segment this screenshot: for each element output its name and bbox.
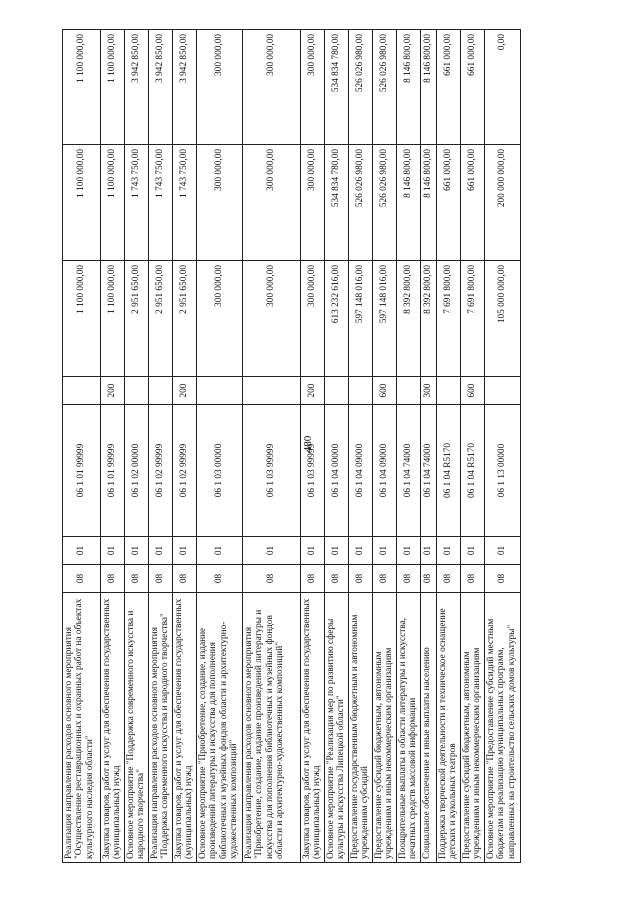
- row-name-cell: Основное мероприятие "Реализация мер по развитию сферы культуры и искусства Липецкой области": [325, 593, 349, 863]
- amount-year-2-cell: 300 000,00: [301, 145, 325, 261]
- amount-year-2-cell: 1 743 750,00: [125, 145, 149, 261]
- expense-type-cell: 600: [461, 377, 485, 405]
- razdel-cell: 08: [173, 565, 197, 593]
- row-name-cell: Поддержка творческой деятельности и техническое оснащение детских и кукольных театров: [437, 593, 461, 863]
- table-row: [63, 30, 101, 863]
- razdel-cell: 08: [421, 565, 437, 593]
- razdel-cell: 08: [63, 565, 101, 593]
- row-name-cell: Предоставление государственным бюджетным и автономным учреждениям субсидий: [349, 593, 373, 863]
- amount-year-2-cell: 1 100 000,00: [101, 145, 125, 261]
- expense-type-cell: [197, 377, 243, 405]
- razdel-cell: 08: [373, 565, 397, 593]
- row-name-cell: Закупка товаров, работ и услуг для обеспечения государственных (муниципальных) нужд: [301, 593, 325, 863]
- podrazdel-cell: 01: [63, 537, 101, 565]
- amount-year-3-cell: 8 146 800,00: [397, 30, 421, 145]
- table-row: [301, 30, 325, 863]
- amount-year-3-cell: 300 000,00: [301, 30, 325, 145]
- target-article-cell: 06 1 01 99999: [101, 405, 125, 537]
- podrazdel-cell: 01: [421, 537, 437, 565]
- row-name-cell: Основное мероприятие "Приобретение, создание, издание произведений литературы и искусства для пополнения библиотечных и музейных фондов области и архитектурно-художественных композиций": [197, 593, 243, 863]
- podrazdel-cell: 01: [325, 537, 349, 565]
- target-article-cell: 06 1 01 99999: [63, 405, 101, 537]
- amount-year-3-cell: 1 100 000,00: [63, 30, 101, 145]
- podrazdel-cell: 01: [101, 537, 125, 565]
- amount-year-2-cell: 200 000 000,00: [485, 145, 521, 261]
- target-article-cell: 06 1 13 00000: [485, 405, 521, 537]
- amount-year-1-cell: 1 100 000,00: [63, 261, 101, 377]
- podrazdel-cell: 01: [149, 537, 173, 565]
- amount-year-2-cell: 300 000,00: [243, 145, 301, 261]
- razdel-cell: 08: [349, 565, 373, 593]
- amount-year-3-cell: 300 000,00: [243, 30, 301, 145]
- amount-year-1-cell: 1 100 000,00: [101, 261, 125, 377]
- expense-type-cell: [349, 377, 373, 405]
- razdel-cell: 08: [197, 565, 243, 593]
- razdel-cell: 08: [101, 565, 125, 593]
- row-name-cell: Социальное обеспечение и иные выплаты населению: [421, 593, 437, 863]
- razdel-cell: 08: [243, 565, 301, 593]
- amount-year-2-cell: 661 000,00: [461, 145, 485, 261]
- amount-year-1-cell: 300 000,00: [197, 261, 243, 377]
- expense-type-cell: 200: [101, 377, 125, 405]
- podrazdel-cell: 01: [373, 537, 397, 565]
- amount-year-1-cell: 8 392 800,00: [421, 261, 437, 377]
- amount-year-1-cell: 8 392 800,00: [397, 261, 421, 377]
- amount-year-1-cell: 2 951 650,00: [149, 261, 173, 377]
- amount-year-1-cell: 2 951 650,00: [173, 261, 197, 377]
- razdel-cell: 08: [301, 565, 325, 593]
- target-article-cell: 06 1 02 00000: [125, 405, 149, 537]
- target-article-cell: 06 1 04 R5170: [461, 405, 485, 537]
- table-row: [397, 30, 421, 863]
- expense-type-cell: [485, 377, 521, 405]
- razdel-cell: 08: [437, 565, 461, 593]
- amount-year-3-cell: 300 000,00: [197, 30, 243, 145]
- target-article-cell: 06 1 04 00000: [325, 405, 349, 537]
- table-row: [243, 30, 301, 863]
- amount-year-3-cell: 526 026 980,00: [373, 30, 397, 145]
- amount-year-2-cell: 1 743 750,00: [173, 145, 197, 261]
- amount-year-1-cell: 300 000,00: [301, 261, 325, 377]
- amount-year-3-cell: 661 000,00: [461, 30, 485, 145]
- expense-type-cell: 600: [373, 377, 397, 405]
- razdel-cell: 08: [325, 565, 349, 593]
- podrazdel-cell: 01: [243, 537, 301, 565]
- amount-year-3-cell: 661 000,00: [437, 30, 461, 145]
- table-row: [197, 30, 243, 863]
- table-body: [63, 30, 521, 863]
- table-row: [101, 30, 125, 863]
- razdel-cell: 08: [149, 565, 173, 593]
- amount-year-3-cell: 8 146 800,00: [421, 30, 437, 145]
- amount-year-1-cell: 597 148 016,00: [349, 261, 373, 377]
- row-name-cell: Реализация направления расходов основного мероприятия "Поддержка современного искусства и народного творчества": [149, 593, 173, 863]
- amount-year-3-cell: 3 942 850,00: [149, 30, 173, 145]
- table-row: [373, 30, 397, 863]
- row-name-cell: Закупка товаров, работ и услуг для обеспечения государственных (муниципальных) нужд: [101, 593, 125, 863]
- amount-year-2-cell: 8 146 800,00: [397, 145, 421, 261]
- amount-year-3-cell: 534 834 780,00: [325, 30, 349, 145]
- amount-year-3-cell: 0,00: [485, 30, 521, 145]
- razdel-cell: 08: [125, 565, 149, 593]
- expense-type-cell: 200: [173, 377, 197, 405]
- expense-type-cell: [243, 377, 301, 405]
- amount-year-1-cell: 7 691 800,00: [461, 261, 485, 377]
- amount-year-1-cell: 2 951 650,00: [125, 261, 149, 377]
- row-name-cell: Поощрительные выплаты в области литературы и искусства, печатных средств массовой информации: [397, 593, 421, 863]
- razdel-cell: 08: [485, 565, 521, 593]
- amount-year-2-cell: 526 026 980,00: [349, 145, 373, 261]
- budget-table: [62, 29, 521, 863]
- expense-type-cell: [125, 377, 149, 405]
- expense-type-cell: [63, 377, 101, 405]
- rotated-table-container: [62, 30, 575, 863]
- page-number: 480: [302, 435, 314, 453]
- row-name-cell: Основное мероприятие "Предоставление субсидий местным бюджетам на реализацию муниципальных программ, направленных на строительство сельских домов культуры": [485, 593, 521, 863]
- podrazdel-cell: 01: [197, 537, 243, 565]
- target-article-cell: 06 1 03 99999: [243, 405, 301, 537]
- expense-type-cell: [437, 377, 461, 405]
- target-article-cell: 06 1 02 99999: [173, 405, 197, 537]
- amount-year-3-cell: 1 100 000,00: [101, 30, 125, 145]
- table-row: [125, 30, 149, 863]
- podrazdel-cell: 01: [461, 537, 485, 565]
- table-row: [325, 30, 349, 863]
- podrazdel-cell: 01: [301, 537, 325, 565]
- target-article-cell: 06 1 03 99999: [301, 405, 325, 537]
- expense-type-cell: 300: [421, 377, 437, 405]
- amount-year-2-cell: 300 000,00: [197, 145, 243, 261]
- target-article-cell: 06 1 04 74000: [397, 405, 421, 537]
- podrazdel-cell: 01: [173, 537, 197, 565]
- podrazdel-cell: 01: [349, 537, 373, 565]
- target-article-cell: 06 1 04 09000: [349, 405, 373, 537]
- target-article-cell: 06 1 04 09000: [373, 405, 397, 537]
- podrazdel-cell: 01: [437, 537, 461, 565]
- podrazdel-cell: 01: [485, 537, 521, 565]
- expense-type-cell: 200: [301, 377, 325, 405]
- amount-year-1-cell: 597 148 016,00: [373, 261, 397, 377]
- table-row: [173, 30, 197, 863]
- table-row: [437, 30, 461, 863]
- table-row: [421, 30, 437, 863]
- table-row: [349, 30, 373, 863]
- amount-year-3-cell: 526 026 980,00: [349, 30, 373, 145]
- amount-year-3-cell: 3 942 850,00: [173, 30, 197, 145]
- podrazdel-cell: 01: [397, 537, 421, 565]
- amount-year-2-cell: 534 834 780,00: [325, 145, 349, 261]
- amount-year-1-cell: 300 000,00: [243, 261, 301, 377]
- target-article-cell: 06 1 02 99999: [149, 405, 173, 537]
- expense-type-cell: [397, 377, 421, 405]
- row-name-cell: Основное мероприятие "Поддержка современного искусства и народного творчества": [125, 593, 149, 863]
- amount-year-1-cell: 105 000 000,00: [485, 261, 521, 377]
- amount-year-1-cell: 613 232 616,00: [325, 261, 349, 377]
- amount-year-1-cell: 7 691 800,00: [437, 261, 461, 377]
- amount-year-2-cell: 661 000,00: [437, 145, 461, 261]
- table-row: [485, 30, 521, 863]
- row-name-cell: Реализация направления расходов основного мероприятия "Осуществление реставрационных и охранных работ на объектах культурного наследия области": [63, 593, 101, 863]
- amount-year-2-cell: 8 146 800,00: [421, 145, 437, 261]
- amount-year-3-cell: 3 942 850,00: [125, 30, 149, 145]
- row-name-cell: Реализация направления расходов основного мероприятия "Приобретение, создание, издание произведений литературы и искусства для пополнения библиотечных и музейных фондов области и архитектурно-художественных композиций": [243, 593, 301, 863]
- target-article-cell: 06 1 04 74000: [421, 405, 437, 537]
- amount-year-2-cell: 1 100 000,00: [63, 145, 101, 261]
- amount-year-2-cell: 1 743 750,00: [149, 145, 173, 261]
- row-name-cell: Предоставление субсидий бюджетным, автономным учреждениям и иным некоммерческим организациям: [461, 593, 485, 863]
- target-article-cell: 06 1 03 00000: [197, 405, 243, 537]
- amount-year-2-cell: 526 026 980,00: [373, 145, 397, 261]
- row-name-cell: Закупка товаров, работ и услуг для обеспечения государственных (муниципальных) нужд: [173, 593, 197, 863]
- razdel-cell: 08: [461, 565, 485, 593]
- table-row: [149, 30, 173, 863]
- razdel-cell: 08: [397, 565, 421, 593]
- podrazdel-cell: 01: [125, 537, 149, 565]
- target-article-cell: 06 1 04 R5170: [437, 405, 461, 537]
- expense-type-cell: [325, 377, 349, 405]
- row-name-cell: Предоставление субсидий бюджетным, автономным учреждениям и иным некоммерческим организациям: [373, 593, 397, 863]
- table-row: [461, 30, 485, 863]
- expense-type-cell: [149, 377, 173, 405]
